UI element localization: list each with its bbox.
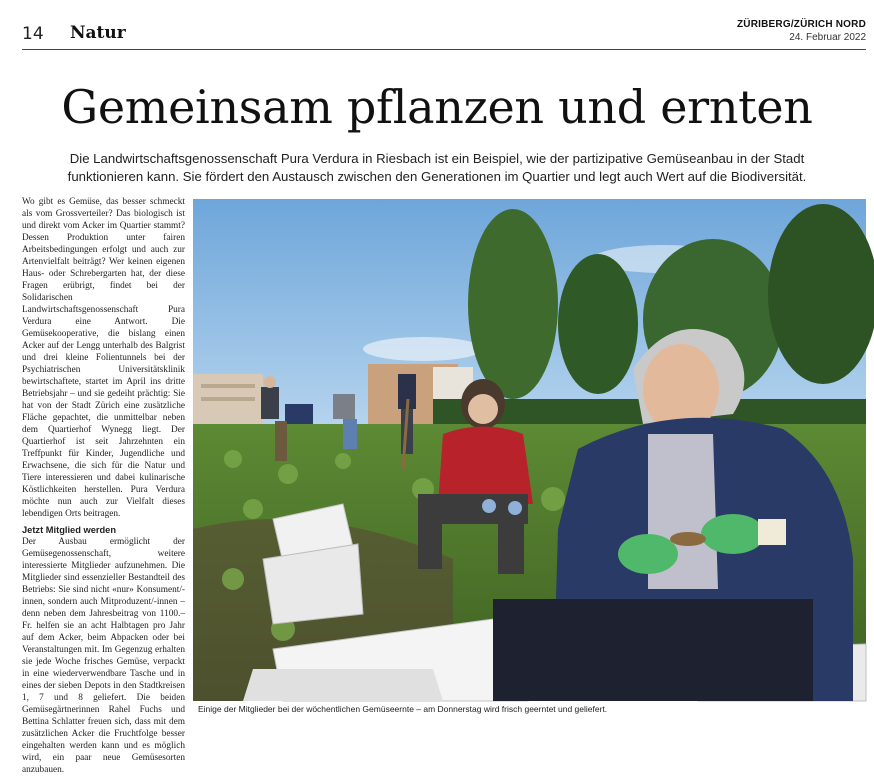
harvest-photo-illustration (193, 199, 866, 701)
article-body (22, 196, 185, 775)
tree (468, 209, 558, 399)
article-headline: Gemeinsam pflanzen und ernten (61, 80, 813, 134)
publication-info (737, 19, 866, 43)
green-glove-right (701, 514, 765, 554)
page-header (22, 16, 866, 50)
photo-caption: Einige der Mitglieder bei der wöchentlichen Gemüseernte – am Donnerstag wird frisch geerntet und geliefert. (198, 704, 608, 714)
article-lead: Die Landwirtschaftsgenossenschaft Pura Verdura in Riesbach ist ein Beispiel, wie der partizipative Gemüseanbau in der Stadt funktionieren kann. Sie fördert den Austausch zwischen den Generationen im Quartier und legt auch Wert auf die Biodiversität. (67, 151, 807, 184)
publication-date: 24. Februar 2022 (789, 32, 866, 43)
green-glove-left (618, 534, 678, 574)
body-paragraph-2: Der Ausbau ermöglicht der Gemüsegenossenschaft, weitere interessierte Mitglieder aufzunehmen. Die Mitglieder sind essenzieller Bestandteil des Betriebs: Sie sind nicht «nur» Konsument/-innen, sondern auch Mitproduzent/-innen – denn neben dem Jahresbeitrag von 1100.– Fr. helfen sie an acht Halbtagen pro Jahr auf dem Acker, beim Abpacken oder bei Veranstaltungen mit. Im Gegenzug erhalten sie jede Woche frisches Gemüse, verpackt in eine wiederverwendbare Tasche und in eines der sieben Depots in den Stadtkreisen 1, 7 und 8 geliefert. Die beiden Gemüsegärtnerinnen Rahel Fuchs und Bettina Schlatter freuen sich, dass mit dem zusätzlichen Acker die Fruchtfolge besser eingehalten werden kann und es möglich wird, ein paar neue Gemüsesorten anzubauen. (22, 537, 185, 775)
article-photo (193, 199, 866, 701)
header-divider (22, 49, 866, 50)
body-paragraph-1: Wo gibt es Gemüse, das besser schmeckt als vom Grossverteiler? Das biologisch ist und direkt vom Acker im Quartier stammt? Dessen Produktion unter fairen Arbeitsbedingungen erfolgt und auch zur Artenvielfalt beiträgt? Wer keinen eigenen Haus- oder Schrebergarten hat, der diese Fragen erübrigt, findet bei der Solidarischen Landwirtschaftsgenossenschaft Pura Verdura eine Antwort. Die Gemüsekooperative, die bislang einen Acker auf der Lengg unterhalb des Balgrist und drei kleine Folientunnels bei der Psychiatrischen Universitätsklinik bewirtschaftete, startet im April ins dritte Betriebsjahr – und sie gedeiht prächtig: Sie hat von der Stadt Zürich eine zusätzliche Fläche gepachtet, die unmittelbar neben dem Quartierhof Wynegg liegt. Der Quartierhof ist seit Jahrzehnten ein Treffpunkt für Kinder, Jugendliche und Erwachsene, die sich für die Natur und Tiere interessieren und dabei kulinarische Köstlichkeiten herstellen. Pura Verdura möchte nun auch zur Vielfalt dieses lebendigen Orts beitragen. (22, 197, 185, 519)
page-number: 14 (22, 24, 44, 44)
article-subhead: Jetzt Mitglied werden (22, 525, 117, 535)
publication-name: ZÜRIBERG/ZÜRICH NORD (737, 19, 866, 30)
building-left (193, 374, 263, 429)
section-title: Natur (70, 23, 126, 43)
